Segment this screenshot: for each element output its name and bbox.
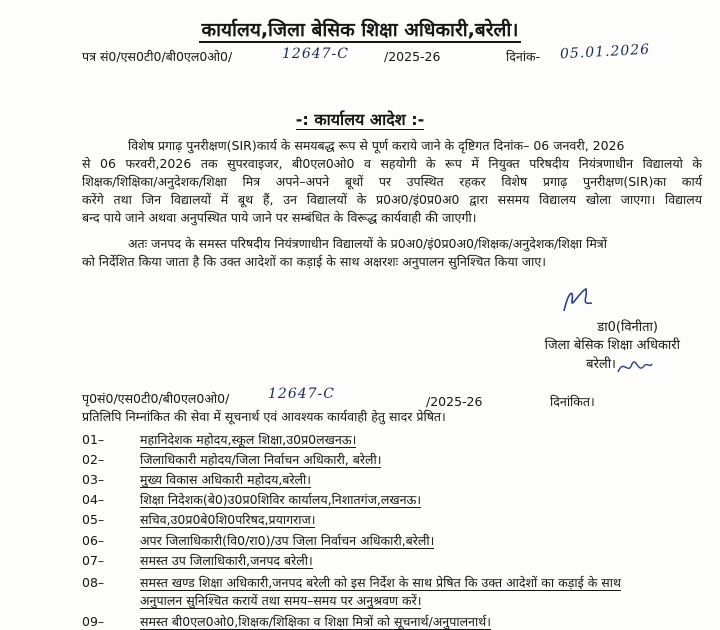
copy-letter-number-prefix: पृ0सं0/एस0टी0/बी0एल0ओ0/ [82,391,230,406]
list-item-text: महानिदेशक महोदय,स्कूल शिक्षा,उ0प्र0लखनऊ। [140,432,357,447]
copy-date-label: दिनांकित। [550,394,595,409]
letter-number-handwritten: 12647-C [282,46,349,62]
order-para2-line2: को निर्देशित किया जाता है कि उक्त आदेशों का कड़ाई के साथ अक्षरशः अनुपालन सुनिश्चित किया जाए। [82,254,546,269]
signature-scribble-icon [614,354,654,380]
order-para1-line5: बन्द पाये जाने अथवा अनुपस्थित पाये जाने पर सम्बंधित के विरूद्ध कार्यवाही की जाएगी। [82,210,477,225]
list-item-text: शिक्षा निदेशक(बे0)उ0प्र0शिविर कार्यालय,निशातगंज,लखनऊ। [140,492,422,507]
letter-year: /2025-26 [384,49,441,64]
list-item-number: 08– [82,575,105,590]
order-heading: -: कार्यालय आदेश :- [295,110,425,129]
order-para1-line4: करेंगे तथा जिन विद्यालयों में बूथ हैं, उन विद्यालयों के प्र0अ0/इं0प्र0अ0 द्वारा ससमय विद्यालय खोला जाएगा। विद्यालय [82,192,702,207]
list-item-text-continued: अनुपालन सुनिश्चित करायें तथा समय–समय पर अनुश्रवण करें। [140,593,422,608]
list-item-number: 09– [82,614,105,629]
order-para1-line1: विशेष प्रगाढ़ पुनरीक्षण(SIR)कार्य के समयबद्ध रूप से पूर्ण कराये जाने के दृष्टिगत दिनांक– 06 जनवरी, 2026 [128,138,625,153]
signatory-designation: जिला बेसिक शिक्षा अधिकारी [544,338,680,353]
list-item-text: मुख्य विकास अधिकारी महोदय,बरेली। [140,472,312,487]
list-item-text: जिलाधिकारी महोदय/जिला निर्वाचन अधिकारी, बरेली। [140,452,382,467]
date-handwritten: 05.01.2026 [559,41,651,63]
signatory-place: बरेली। [586,357,616,372]
list-item-text: सचिव,उ0प्र0बे0शि0परिषद,प्रयागराज। [140,512,316,527]
copy-letter-year: /2025-26 [426,394,483,409]
list-item-number: 05– [82,512,105,527]
list-item-text: समस्त उप जिलाधिकारी,जनपद बरेली। [140,553,313,568]
initials-signature-icon [558,283,598,317]
copy-intro: प्रतिलिपि निम्नांकित की सेवा में सूचनार्थ एवं आवश्यक कार्यवाही हेतु सादर प्रेषित। [82,409,446,424]
list-item-number: 07– [82,553,105,568]
signatory-name: डा0(विनीता) [597,320,658,335]
order-para2-line1: अतः जनपद के समस्त परिषदीय नियंत्रणाधीन विद्यालयों के प्र0अ0/इं0प्र0अ0/शिक्षक/अनुदेशक/शिक्षा मित्रों [128,236,607,251]
order-para1-line3: शिक्षक/शिक्षिका/अनुदेशक/शिक्षा मित्र अपने–अपने बूथों पर उपस्थित रहकर विशेष प्रगाढ़ पुनरीक्षण(SIR)का कार्य [82,174,702,189]
list-item-text: समस्त खण्ड शिक्षा अधिकारी,जनपद बरेली को इस निर्देश के साथ प्रेषित कि उक्त आदेशों का कड़ाई के साथ [140,575,621,590]
list-item-text: अपर जिलाधिकारी(वि0/रा0)/उप जिला निर्वाचन अधिकारी,बरेली। [140,533,435,548]
copy-letter-number-handwritten: 12647-C [268,386,335,402]
list-item-number: 04– [82,492,105,507]
list-item-number: 06– [82,533,105,548]
office-title: कार्यालय,जिला बेसिक शिक्षा अधिकारी,बरेली। [201,19,519,41]
list-item-text: समस्त बी0एल0ओ0,शिक्षक/शिक्षिका व शिक्षा मित्रों को सूचनार्थ/अनुपालनार्थ। [140,614,491,629]
letter-number-prefix: पत्र सं0/एस0टी0/बी0एल0ओ0/ [82,49,233,64]
list-item-number: 01– [82,432,105,447]
list-item-number: 03– [82,472,105,487]
list-item-number: 02– [82,452,105,467]
order-para1-line2: से 06 फरवरी,2026 तक सुपरवाइजर, बी0एल0ओ0 व सहयोगी के रूप में नियुक्त परिषदीय नियंत्रणाधीन विद्यालयो के [82,156,702,171]
date-label: दिनांक- [506,49,541,64]
